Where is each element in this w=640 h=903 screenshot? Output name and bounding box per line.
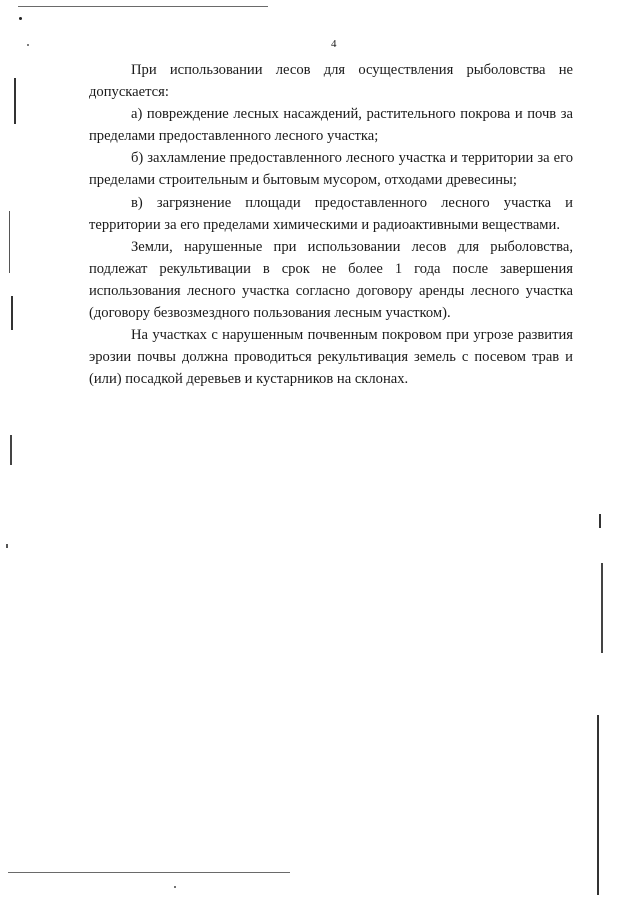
scan-edge-line-top bbox=[18, 6, 268, 7]
paragraph-item-c: в) загрязнение площади предоставленного лесного участка и территории за его пределами химическими и радиоактивными веществами. bbox=[89, 194, 573, 233]
scan-edge-mark-right bbox=[599, 514, 601, 528]
scan-edge-mark-left bbox=[11, 296, 13, 330]
paragraph-item-b: б) захламление предоставленного лесного участка и территории за его пределами строительным и бытовым мусором, отходами древесины; bbox=[89, 150, 573, 189]
scan-edge-mark-right bbox=[601, 563, 603, 653]
scan-edge-mark-left bbox=[9, 211, 10, 273]
scan-speck bbox=[6, 544, 8, 548]
scan-speck bbox=[27, 44, 29, 46]
body-text bbox=[89, 59, 573, 390]
scan-edge-mark-left bbox=[14, 78, 16, 124]
paragraph-item-a: а) повреждение лесных насаждений, растительного покрова и почв за пределами предоставленного лесного участка; bbox=[89, 106, 573, 145]
paragraph-reclamation-term: Земли, нарушенные при использовании лесов для рыболовства, подлежат рекультивации в срок не более 1 года после завершения использования лесного участка согласно договору аренды лесного участка (договору безвозмездного пользования лесным участком). bbox=[89, 238, 573, 322]
paragraph-erosion: На участках с нарушенным почвенным покровом при угрозе развития эрозии почвы должна проводиться рекультивация земель с посевом трав и (или) посадкой деревьев и кустарников на склонах. bbox=[89, 327, 573, 388]
scan-edge-mark-right bbox=[597, 715, 599, 895]
scan-speck bbox=[19, 17, 22, 20]
scan-edge-line-bottom bbox=[8, 872, 290, 873]
paragraph-intro: При использовании лесов для осуществления рыболовства не допускается: bbox=[89, 62, 573, 101]
scan-speck bbox=[174, 886, 176, 888]
scan-edge-mark-left bbox=[10, 435, 12, 465]
page-number: 4 bbox=[331, 38, 337, 50]
